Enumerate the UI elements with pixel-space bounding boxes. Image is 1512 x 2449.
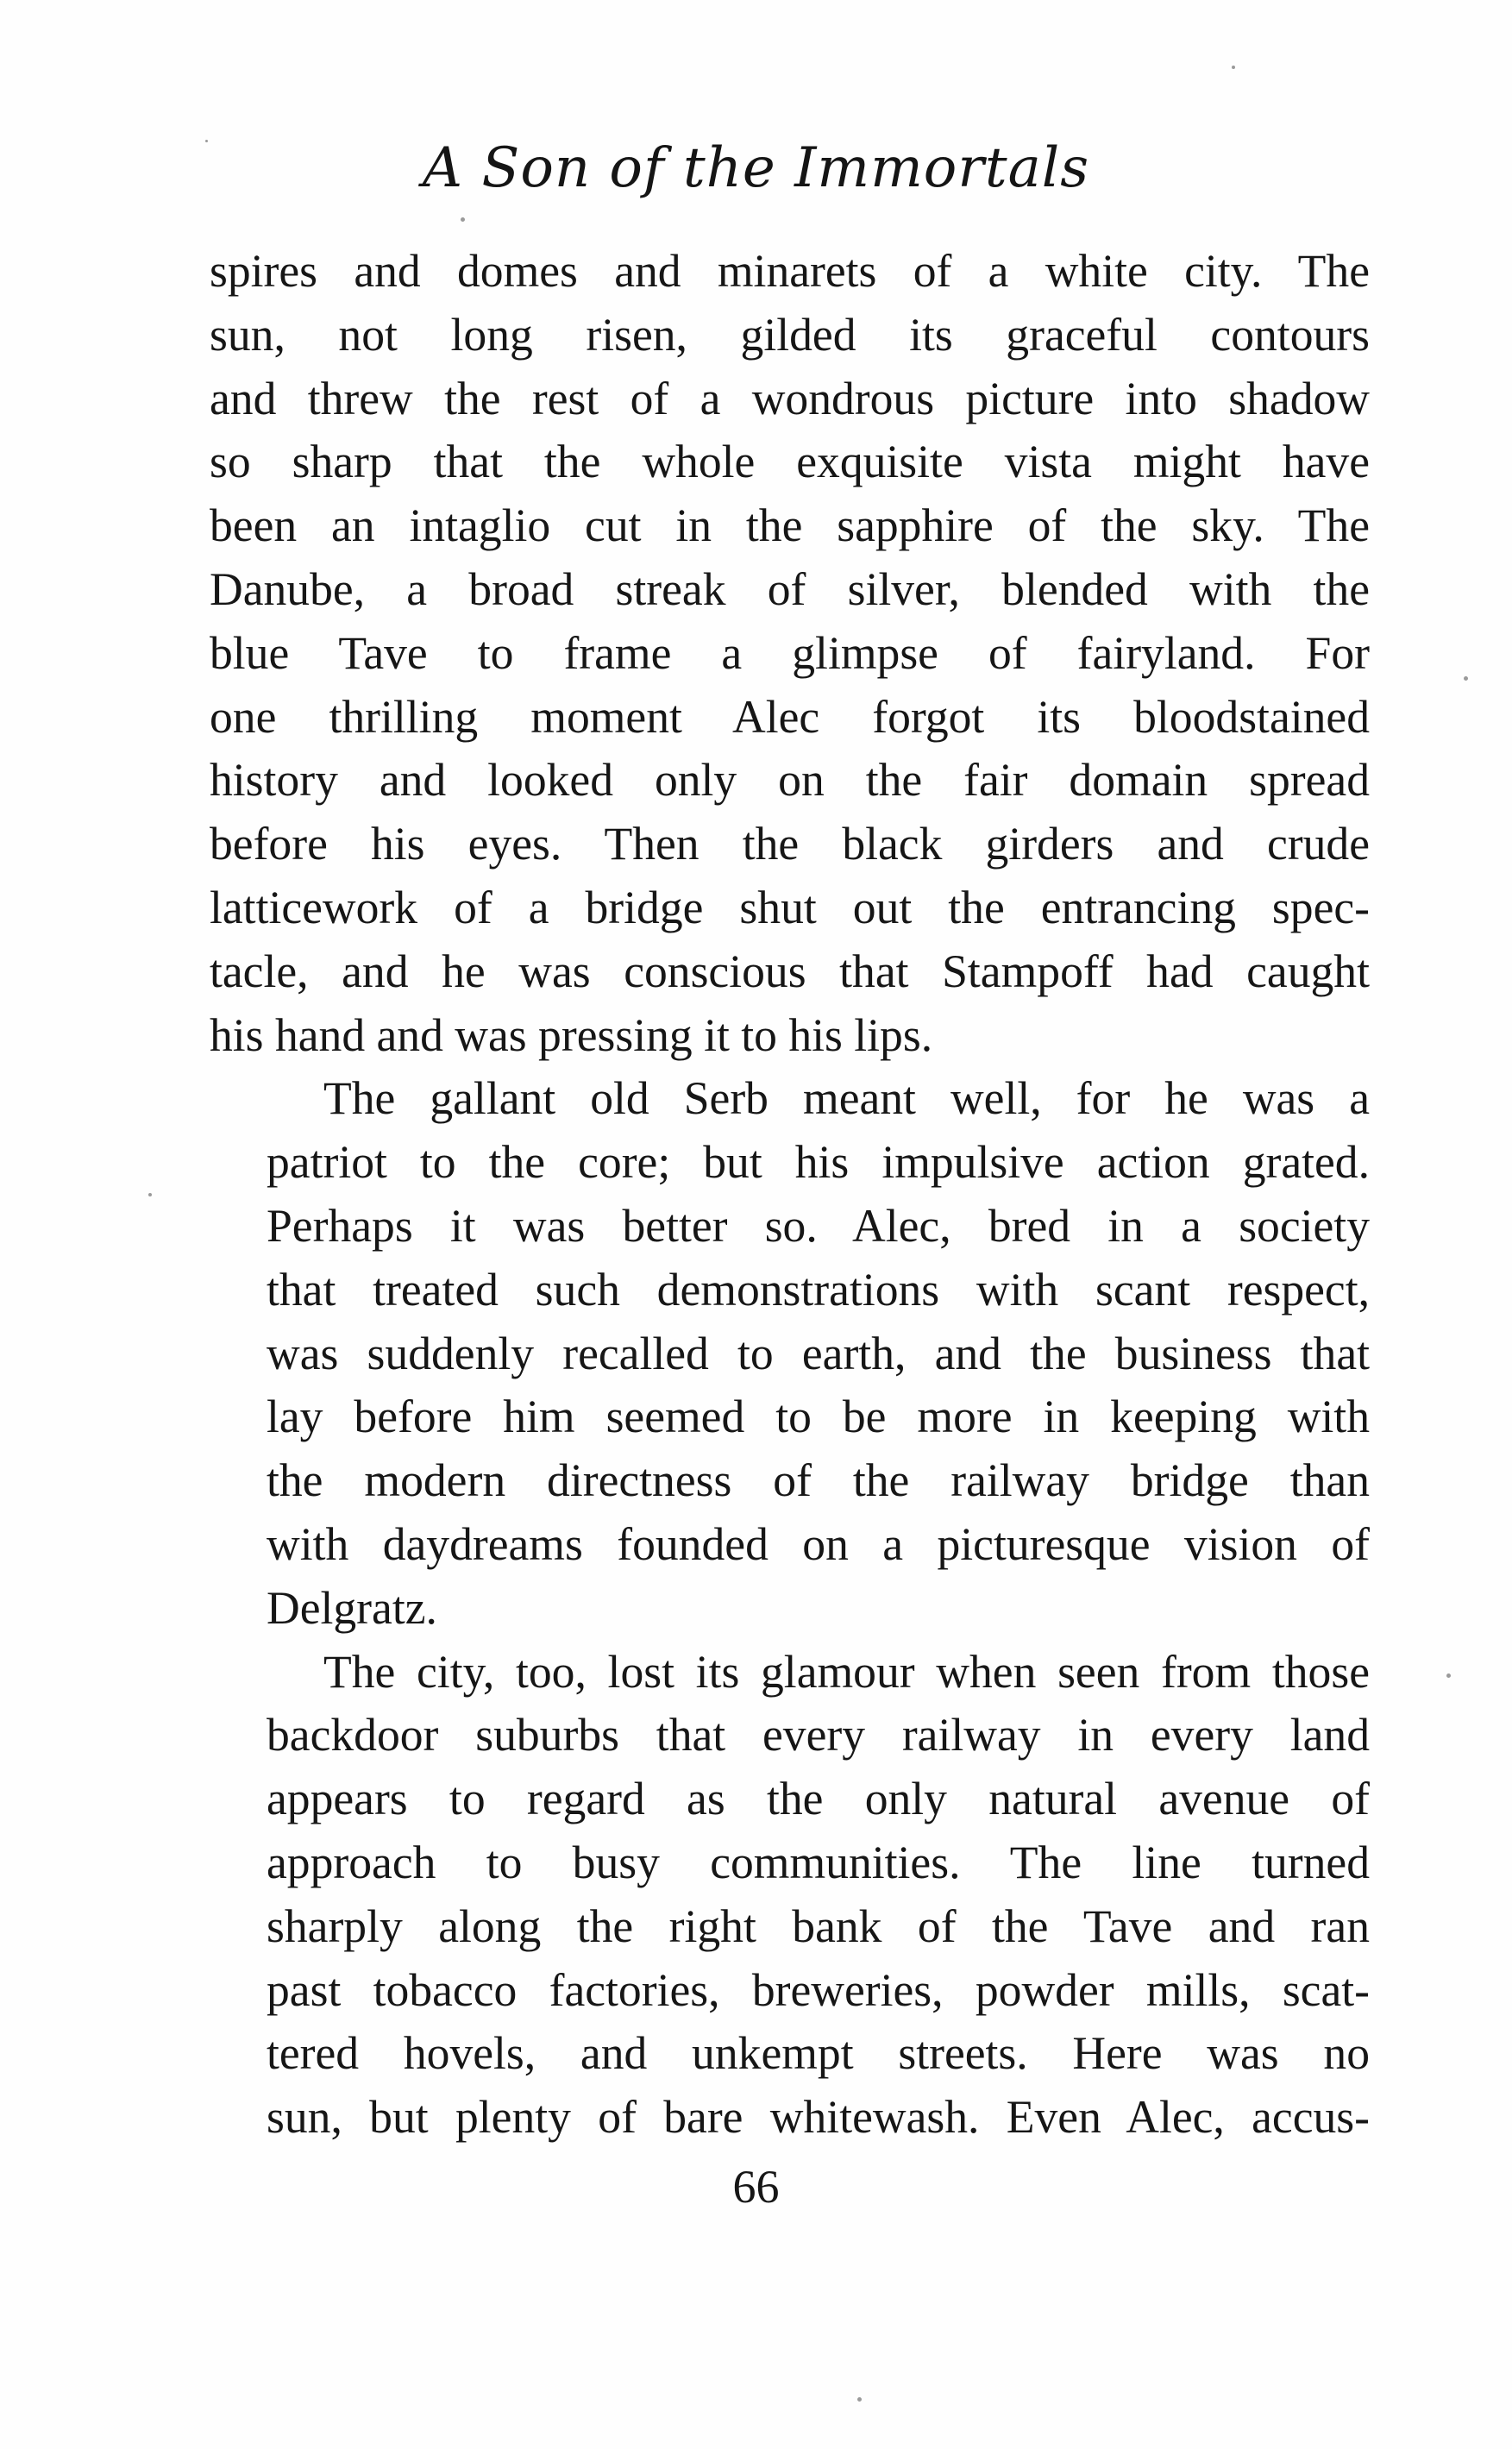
paragraph	[210, 240, 1370, 1067]
paragraph	[210, 1067, 1370, 1640]
text-line: latticework of a bridge shut out the entrancing spec-	[210, 881, 1370, 933]
text-line: sun, but plenty of bare whitewash. Even Alec, accus-	[267, 2091, 1370, 2144]
text-line: sharply along the right bank of the Tave and ran	[267, 1900, 1370, 1952]
scan-speck	[1232, 66, 1235, 69]
text-line: that treated such demonstrations with scant respect,	[267, 1263, 1370, 1316]
text-line: so sharp that the whole exquisite vista might have	[210, 436, 1370, 488]
text-line: Perhaps it was better so. Alec, bred in a society	[267, 1199, 1370, 1252]
text-line: approach to busy communities. The line turned	[267, 1836, 1370, 1888]
text-line: blue Tave to frame a glimpse of fairyland. For	[210, 626, 1370, 679]
text-line: appears to regard as the only natural avenue of	[267, 1773, 1370, 1825]
scan-speck	[1464, 676, 1468, 681]
text-line: Delgratz.	[267, 1581, 437, 1634]
text-line: been an intaglio cut in the sapphire of the sky. The	[210, 499, 1370, 552]
scan-speck	[148, 1193, 152, 1196]
text-line: was suddenly recalled to earth, and the business that	[267, 1327, 1370, 1379]
text-line: spires and domes and minarets of a white city. The	[210, 245, 1370, 297]
text-line: tered hovels, and unkempt streets. Here was no	[267, 2027, 1370, 2080]
text-line: Danube, a broad streak of silver, blended with the	[210, 562, 1370, 615]
text-line: backdoor suburbs that every railway in every land	[267, 1709, 1370, 1761]
text-line: history and looked only on the fair domain spread	[210, 754, 1370, 807]
text-line: and threw the rest of a wondrous picture into shadow	[210, 372, 1370, 424]
body-text	[210, 240, 1370, 2150]
scan-speck	[461, 217, 465, 222]
paragraph	[210, 1641, 1370, 2150]
text-line: patriot to the core; but his impulsive action grated.	[267, 1136, 1370, 1189]
page-number: 66	[732, 2161, 780, 2213]
scan-speck	[857, 2397, 862, 2402]
text-line: the modern directness of the railway bridge than	[267, 1454, 1370, 1507]
running-title: A Son of the Immortals	[422, 136, 1090, 200]
text-line: past tobacco factories, breweries, powder mills, scat-	[267, 1963, 1370, 2016]
text-line: lay before him seemed to be more in keeping with	[267, 1391, 1370, 1443]
text-line: his hand and was pressing it to his lips.	[210, 1008, 933, 1061]
text-line: one thrilling moment Alec forgot its bloodstained	[210, 690, 1370, 743]
text-line: tacle, and he was conscious that Stampoff had caught	[210, 945, 1370, 997]
text-line: The gallant old Serb meant well, for he was a	[323, 1072, 1370, 1125]
text-line: sun, not long risen, gilded its graceful contours	[210, 308, 1370, 361]
scan-speck	[1446, 1673, 1451, 1678]
text-line: with daydreams founded on a picturesque vision of	[267, 1517, 1370, 1570]
text-line: before his eyes. Then the black girders and crude	[210, 818, 1370, 870]
text-line: The city, too, lost its glamour when seen from those	[323, 1645, 1370, 1698]
